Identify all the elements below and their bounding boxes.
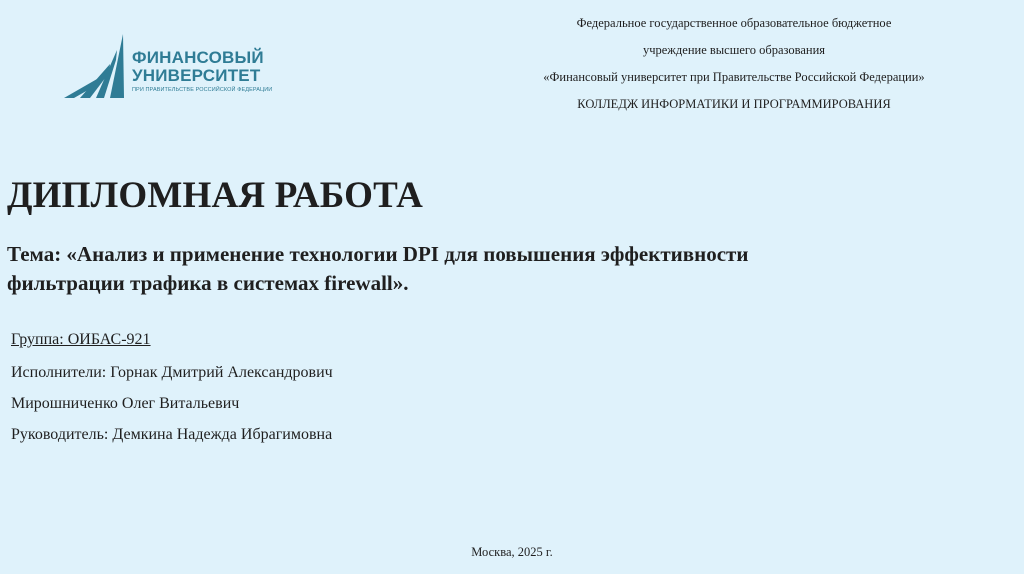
institution-header (504, 10, 964, 118)
logo-emblem-icon (62, 30, 137, 105)
topic-line-2: фильтрации трафика в системах firewall». (7, 271, 409, 295)
university-logo (62, 30, 282, 110)
page-title: ДИПЛОМНАЯ РАБОТА (7, 175, 424, 216)
group-label: Группа: ОИБАС-921 (11, 331, 151, 348)
performer-2-label: Мирошниченко Олег Витальевич (11, 395, 240, 412)
author-info (11, 324, 333, 450)
logo-text-line1: ФИНАНСОВЫЙ (132, 48, 264, 67)
performers-label: Исполнители: Горнак Дмитрий Александрович (11, 364, 333, 381)
header-line-1: Федеральное государственное образовательное бюджетное (576, 16, 892, 30)
header-line-4: КОЛЛЕДЖ ИНФОРМАТИКИ И ПРОГРАММИРОВАНИЯ (577, 97, 891, 111)
logo-text-line3: ПРИ ПРАВИТЕЛЬСТВЕ РОССИЙСКОЙ ФЕДЕРАЦИИ (132, 87, 273, 93)
logo-text-line2: УНИВЕРСИТЕТ (132, 66, 261, 85)
supervisor-label: Руководитель: Демкина Надежда Ибрагимовна (11, 426, 333, 443)
footer-city-year: Москва, 2025 г. (471, 545, 553, 559)
header-line-3: «Финансовый университет при Правительстве Российской Федерации» (543, 70, 925, 84)
header-line-2: учреждение высшего образования (642, 43, 826, 57)
topic-line-1: Тема: «Анализ и применение технологии DPI для повышения эффективности (7, 242, 749, 266)
thesis-topic (7, 240, 1007, 298)
